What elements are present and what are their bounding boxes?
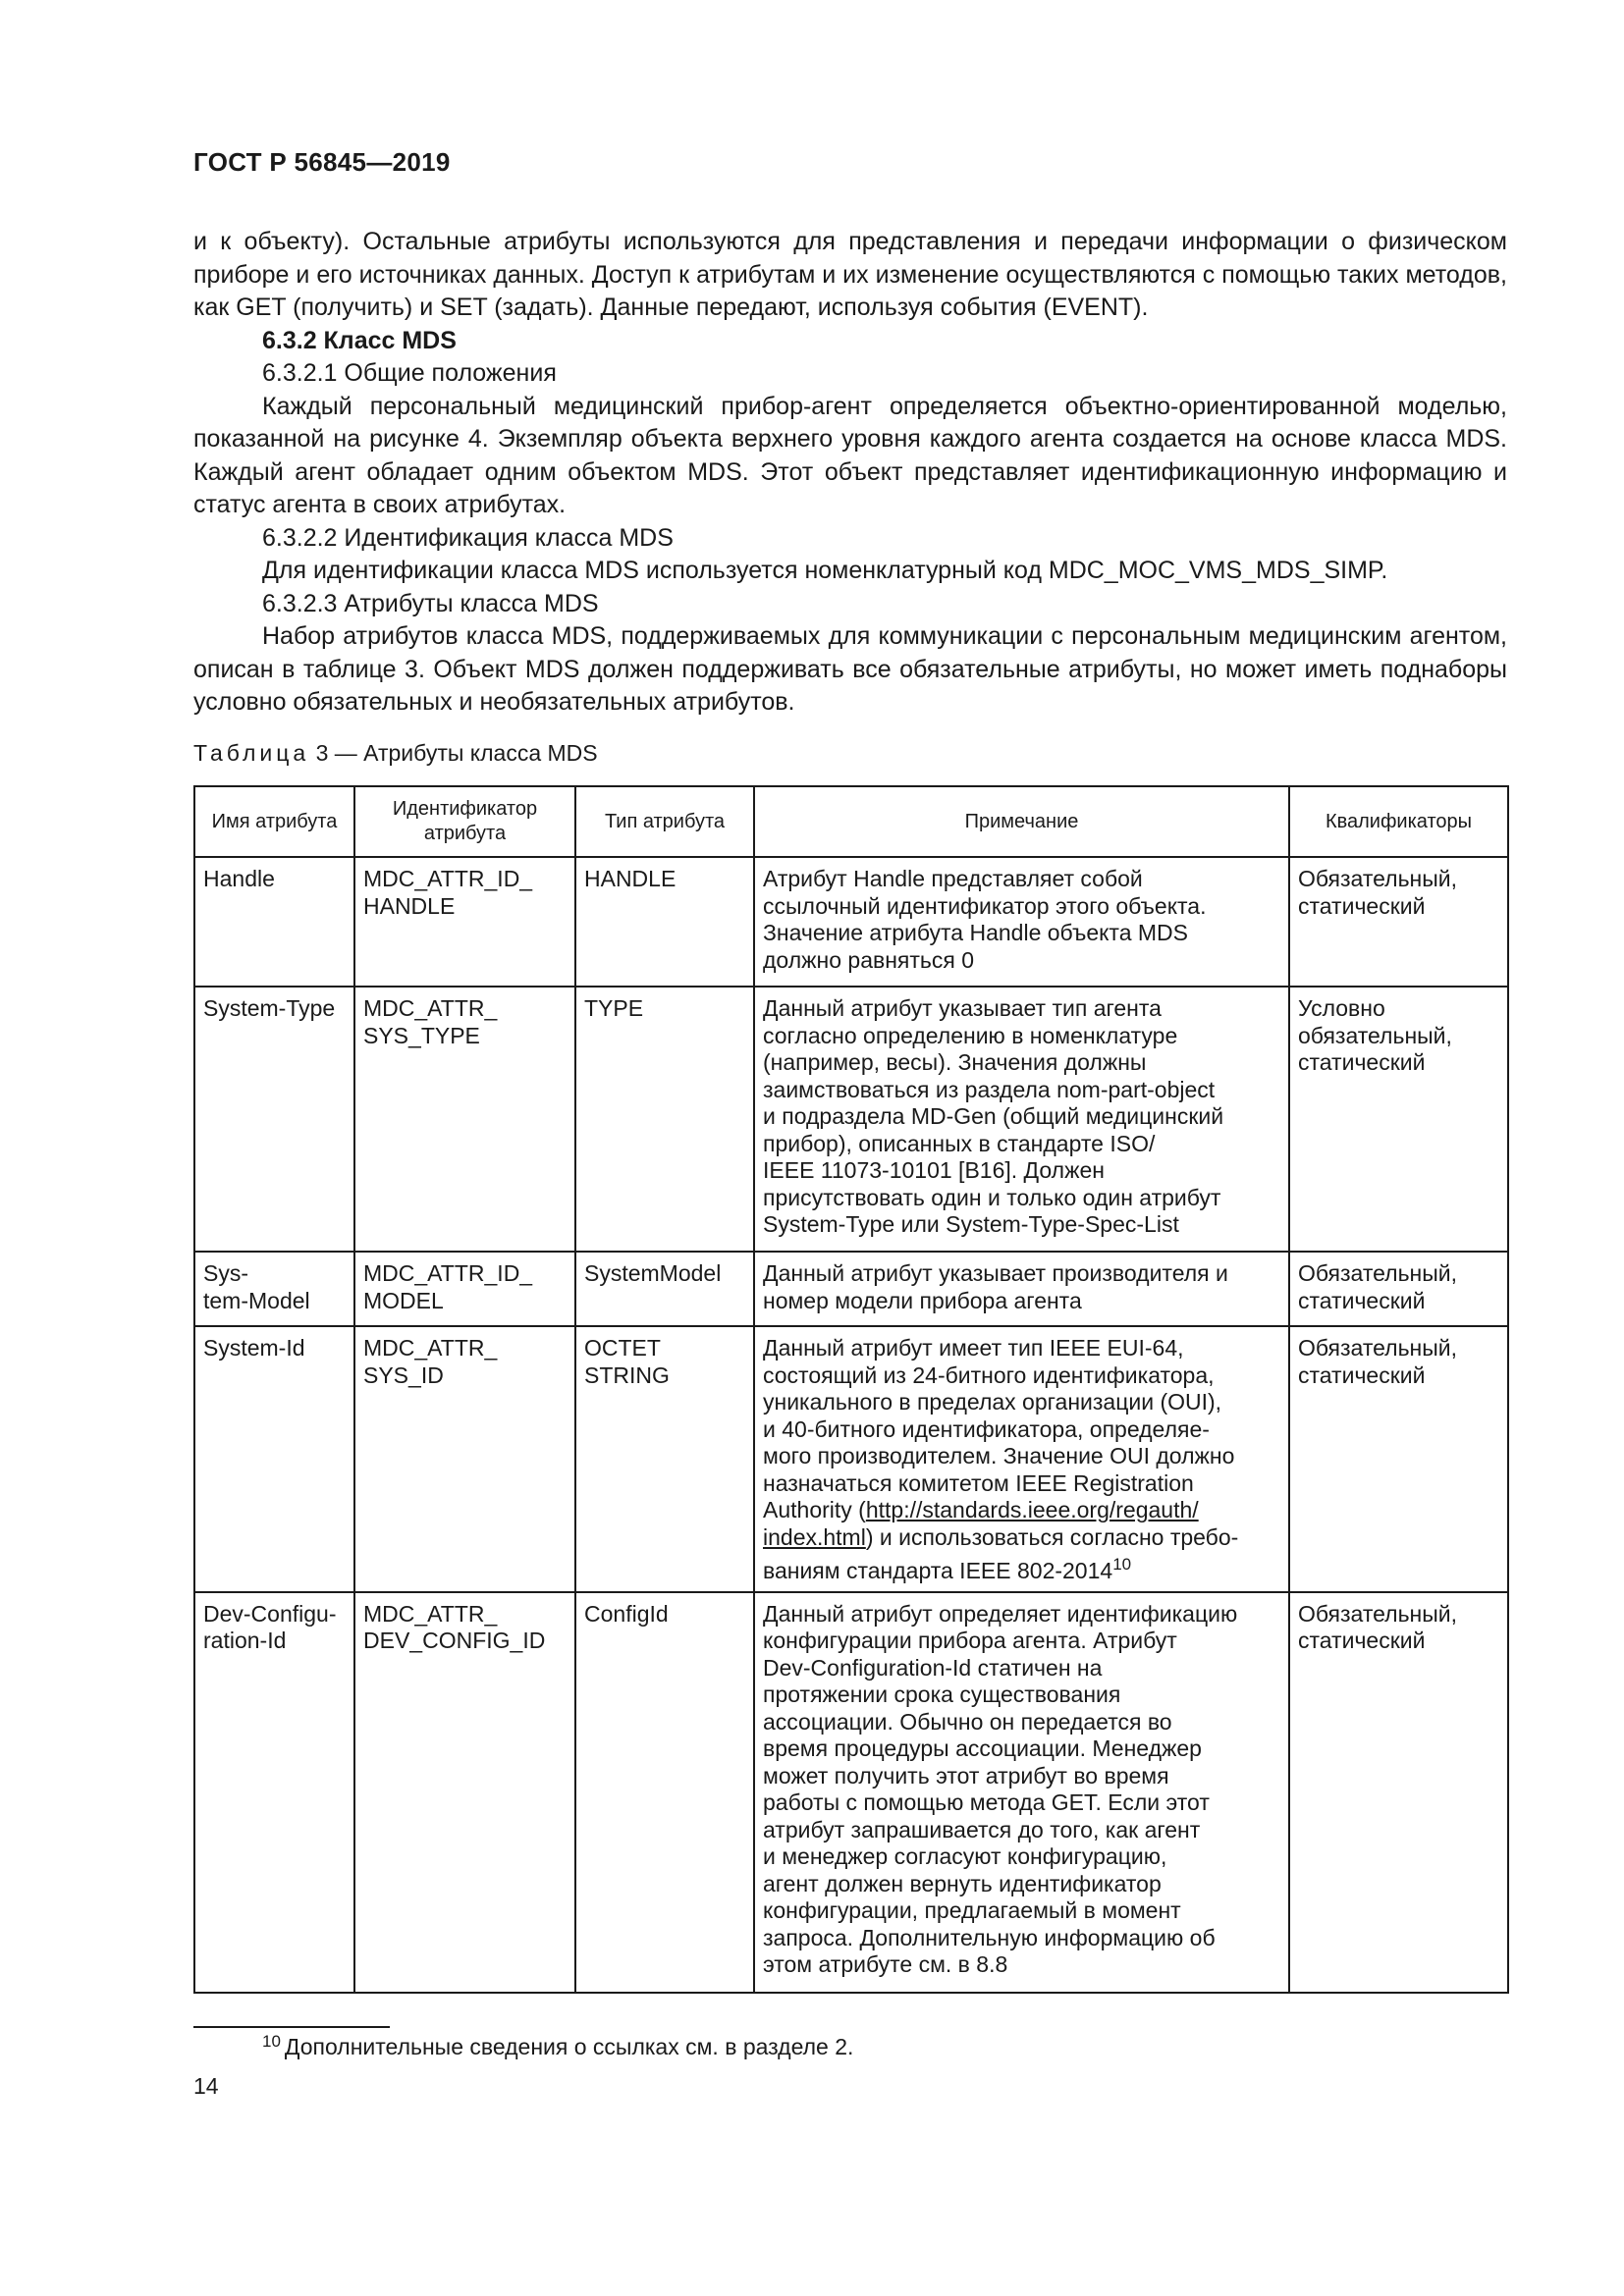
cell-id: MDC_ATTR_ SYS_TYPE	[354, 987, 575, 1252]
cell-name: Handle	[194, 857, 354, 987]
footnote-divider	[193, 2026, 390, 2028]
footnote-text: Дополнительные сведения о ссылках см. в разделе 2.	[284, 2034, 854, 2059]
cell-id: MDC_ATTR_ID_ HANDLE	[354, 857, 575, 987]
column-header-qualifiers: Квалификаторы	[1289, 786, 1508, 857]
cell-name: Sys- tem-Model	[194, 1252, 354, 1326]
paragraph: Для идентификации класса MDS используется номенклатурный код MDC_MOC_VMS_MDS_SIMP.	[262, 557, 1388, 584]
subsection-heading: 6.3.2.3 Атрибуты класса MDS	[262, 589, 599, 617]
cell-type: OCTET STRING	[575, 1326, 754, 1592]
table-caption-label: Таблица	[193, 740, 310, 766]
footnote-number: 10	[262, 2032, 281, 2051]
cell-type: ConfigId	[575, 1592, 754, 1993]
footnote-reference[interactable]: 10	[1112, 1555, 1132, 1574]
subsection-heading: 6.3.2.2 Идентификация класса MDS	[262, 523, 674, 552]
table-header-row	[194, 786, 1508, 857]
registration-authority-link[interactable]: http://standards.ieee.org/regauth/	[865, 1497, 1199, 1522]
page-number: 14	[193, 2073, 219, 2099]
cell-qualifiers: Обязательный, статический	[1289, 1592, 1508, 1993]
cell-id: MDC_ATTR_ID_ MODEL	[354, 1252, 575, 1326]
table-caption-title: 3 — Атрибуты класса MDS	[315, 740, 598, 766]
cell-id: MDC_ATTR_ DEV_CONFIG_ID	[354, 1592, 575, 1993]
document-header: ГОСТ Р 56845—2019	[193, 147, 451, 177]
table-row	[194, 987, 1508, 1252]
cell-qualifiers: Обязательный, статический	[1289, 1326, 1508, 1592]
table-caption	[193, 740, 598, 767]
cell-note: Атрибут Handle представляет собой ссылочный идентификатор этого объекта. Значение атрибута Handle объекта MDS должно равняться 0	[754, 857, 1289, 987]
column-header-type: Тип атрибута	[575, 786, 754, 857]
table-row	[194, 1592, 1508, 1993]
cell-type: HANDLE	[575, 857, 754, 987]
paragraph: Набор атрибутов класса MDS, поддерживаемых для коммуникации с персональным медицинским агентом, описан в таблице 3. Объект MDS должен поддерживать все обязательные атрибуты, но может иметь поднаборы условно обязательных и необязательных атрибутов.	[193, 622, 1507, 716]
cell-name: System-Id	[194, 1326, 354, 1592]
cell-note: Данный атрибут имеет тип IEEE EUI-64, состоящий из 24-битного идентификатора, уникального в пределах организации (OUI), и 40-битного идентификатора, определяе- мого производителем. Значение OUI должно назначаться комитетом IEEE Registration Authority (http://standards.ieee.org/regauth/ index.html) и использоваться согласно требо- ваниям стандарта IEEE 802-2014$^{10}$	[754, 1326, 1289, 1592]
column-header-id: Идентификатор атрибута	[354, 786, 575, 857]
cell-id: MDC_ATTR_ SYS_ID	[354, 1326, 575, 1592]
registration-authority-link-continued[interactable]: index.html	[763, 1523, 866, 1550]
paragraph: Каждый персональный медицинский прибор-агент определяется объектно-ориентированной моделью, показанной на рисунке 4. Экземпляр объекта верхнего уровня каждого агента создается на основе класса MDS. Каждый агент обладает одним объектом MDS. Этот объект представляет идентификационную информацию и статус агента в своих атрибутах.	[193, 392, 1507, 518]
paragraph-continuation: и к объекту). Остальные атрибуты используются для представления и передачи информации о физическом приборе и его источниках данных. Доступ к атрибутам и их изменение осуществляются с помощью таких методов, как GET (получить) и SET (задать). Данные передают, используя события (EVENT).	[193, 228, 1507, 321]
cell-name: Dev-Configu- ration-Id	[194, 1592, 354, 1993]
column-header-note: Примечание	[754, 786, 1289, 857]
cell-note: Данный атрибут указывает производителя и номер модели прибора агента	[754, 1252, 1289, 1326]
cell-note: Данный атрибут определяет идентификацию конфигурации прибора агента. Атрибут Dev-Configuration-Id статичен на протяжении срока существования ассоциации. Обычно он передается во время процедуры ассоциации. Менеджер может получить этот атрибут во время работы с помощью метода GET. Если этот атрибут запрашивается до того, как агент и менеджер согласуют конфигурацию, агент должен вернуть идентификатор конфигурации, предлагаемый в момент запроса. Дополнительную информацию об этом атрибуте см. в 8.8	[754, 1592, 1289, 1993]
cell-note: Данный атрибут указывает тип агента согласно определению в номенклатуре (например, весы). Значения должны заимствоваться из раздела nom-part-object и подраздела MD-Gen (общий медицинский прибор), описанных в стандарте ISO/ IEEE 11073-10101 [B16]. Должен присутствовать один и только один атрибут System-Type или System-Type-Spec-List	[754, 987, 1289, 1252]
cell-qualifiers: Обязательный, статический	[1289, 857, 1508, 987]
footnote	[262, 2032, 853, 2060]
cell-qualifiers: Условно обязательный, статический	[1289, 987, 1508, 1252]
cell-type: TYPE	[575, 987, 754, 1252]
column-header-name: Имя атрибута	[194, 786, 354, 857]
section-heading: 6.3.2 Класс MDS	[262, 326, 457, 354]
cell-type: SystemModel	[575, 1252, 754, 1326]
subsection-heading: 6.3.2.1 Общие положения	[262, 359, 557, 387]
cell-qualifiers: Обязательный, статический	[1289, 1252, 1508, 1326]
cell-name: System-Type	[194, 987, 354, 1252]
table-row	[194, 1252, 1508, 1326]
table-row	[194, 1326, 1508, 1592]
body-text	[193, 226, 1507, 720]
table-row	[194, 857, 1508, 987]
attributes-table	[193, 785, 1509, 1994]
